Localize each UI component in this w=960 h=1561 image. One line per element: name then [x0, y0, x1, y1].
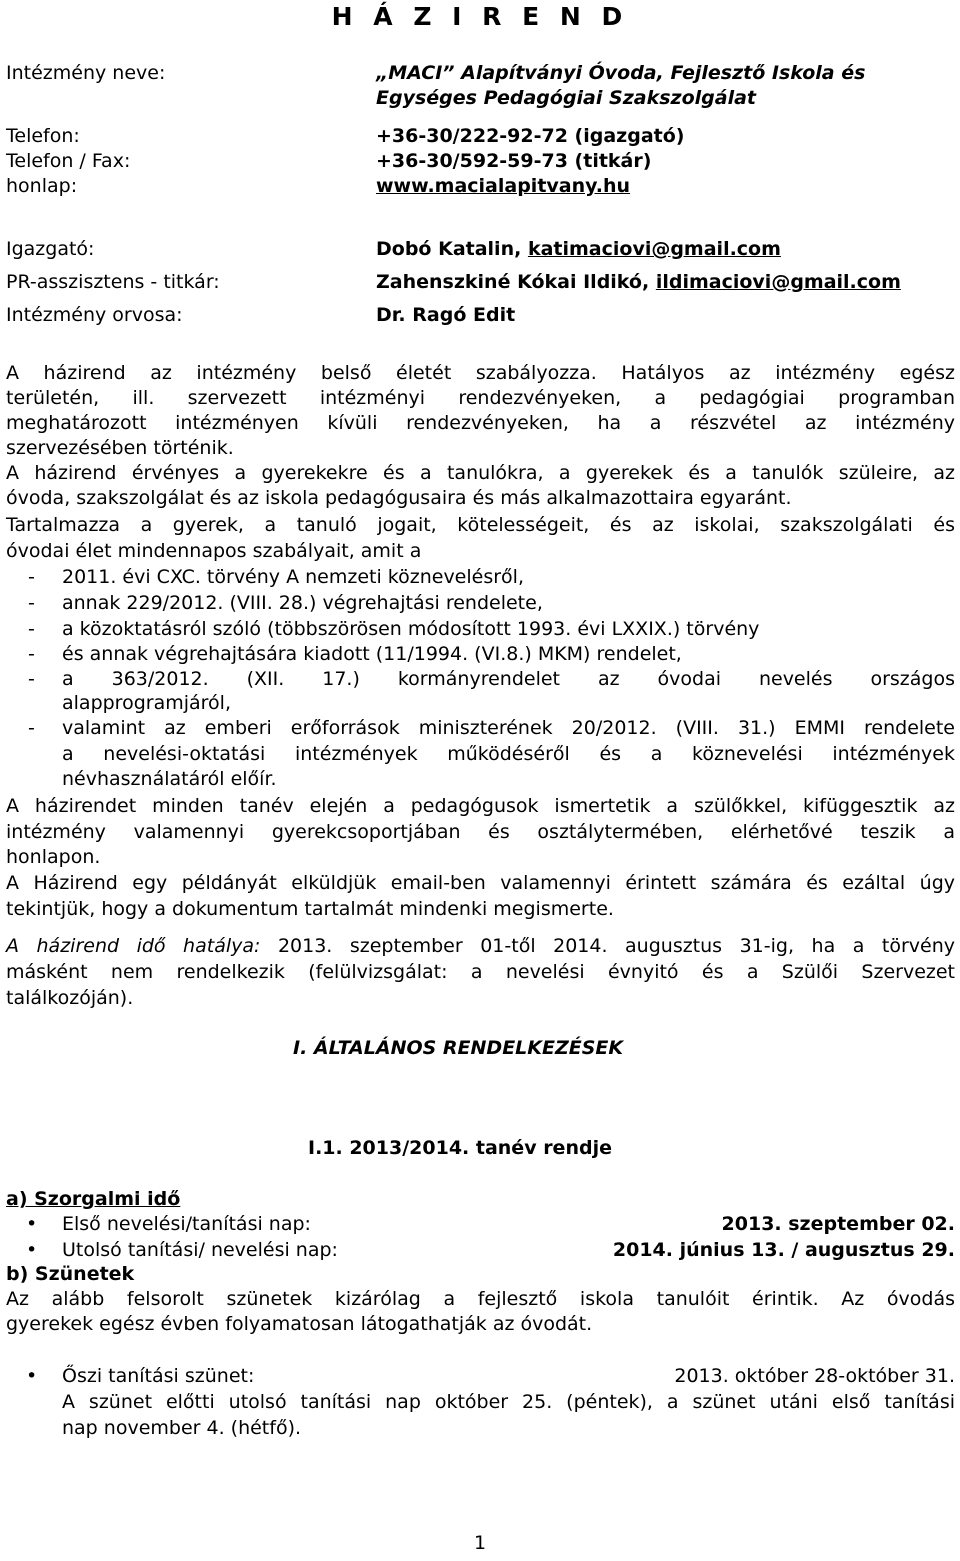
- law-item-5-line1: a 363/2012. (XII. 17.) kormányrendelet az óvodai nevelés országos: [62, 668, 955, 690]
- law-dash: -: [28, 592, 35, 614]
- validity-line3: találkozóján).: [6, 987, 134, 1009]
- intro-p3-line2: óvodai élet mindennapos szabályait, amit a: [6, 540, 422, 562]
- institution-name-line2: Egységes Pedagógiai Szakszolgálat: [376, 87, 756, 109]
- law-dash: -: [28, 618, 35, 640]
- intro-p2-line1: A házirend érvényes a gyerekekre és a tanulókra, a gyerekek és a tanulók szüleire, az: [6, 462, 955, 484]
- law-dash: -: [28, 643, 35, 665]
- intro-p1-line2: területén, ill. szervezett intézményi rendezvényeken, a pedagógiai programban: [6, 387, 955, 409]
- autumn-break-text-line2: nap november 4. (hétfő).: [62, 1417, 302, 1439]
- intro-p1-line3: meghatározott intézményen kívüli rendezvényeken, ha a részvétel az intézmény: [6, 412, 955, 434]
- web-label: honlap:: [6, 175, 78, 197]
- phone-value: +36-30/222-92-72 (igazgató): [376, 125, 685, 147]
- validity-text: 2013. szeptember 01-től 2014. augusztus 31-ig, ha a törvény: [260, 935, 956, 957]
- law-item-2: annak 229/2012. (VIII. 28.) végrehajtási rendelete,: [62, 592, 543, 614]
- institution-name-line1: „MACI” Alapítványi Óvoda, Fejlesztő Iskola és: [376, 62, 866, 84]
- intro-p2-line2: óvoda, szakszolgálat és az iskola pedagógusaira és más alkalmazottaira egyaránt.: [6, 487, 792, 509]
- law-item-4: és annak végrehajtására kiadott (11/1994. (VI.8.) MKM) rendelet,: [62, 643, 682, 665]
- website-link[interactable]: www.macialapitvany.hu: [376, 175, 631, 197]
- validity-line2: másként nem rendelkezik (felülvizsgálat: a nevelési évnyitó és a Szülői Szervezet: [6, 961, 955, 983]
- para4-line3: honlapon.: [6, 846, 101, 868]
- last-day-value: 2014. június 13. / augusztus 29.: [612, 1239, 955, 1261]
- last-day-label: Utolsó tanítási/ nevelési nap:: [62, 1239, 338, 1261]
- bullet-icon: •: [26, 1239, 38, 1261]
- institution-label: Intézmény neve:: [6, 62, 166, 84]
- law-item-6-line2: a nevelési-oktatási intézmények működéséről és a köznevelési intézmények: [62, 743, 955, 765]
- director-label: Igazgató:: [6, 238, 95, 260]
- validity-label: A házirend idő hatálya:: [6, 935, 261, 957]
- page-title: H Á Z I R E N D: [331, 2, 629, 31]
- b-text-line2: gyerekek egész évben folyamatosan látogathatják az óvodát.: [6, 1313, 593, 1335]
- law-item-6-line3: névhasználatáról előír.: [62, 768, 277, 790]
- bullet-icon: •: [26, 1213, 38, 1235]
- director-email-link[interactable]: katimaciovi@gmail.com: [527, 238, 781, 260]
- fax-label: Telefon / Fax:: [6, 150, 131, 172]
- para4-line1: A házirendet minden tanév elején a pedagógusok ismertetik a szülőkkel, kifüggesztik az: [6, 795, 955, 817]
- section-heading: I. ÁLTALÁNOS RENDELKEZÉSEK: [293, 1037, 624, 1059]
- law-item-3: a közoktatásról szóló (többszörösen módosított 1993. évi LXXIX.) törvény: [62, 618, 760, 640]
- law-dash: -: [28, 668, 35, 690]
- b-heading: b) Szünetek: [6, 1263, 135, 1285]
- para4-line2: intézmény valamennyi gyerekcsoportjában és osztálytermében, elérhetővé teszik a: [6, 821, 955, 843]
- subsection-heading: I.1. 2013/2014. tanév rendje: [308, 1137, 612, 1159]
- intro-p3-line1: Tartalmazza a gyerek, a tanuló jogait, kötelességeit, és az iskolai, szakszolgálati és: [6, 514, 955, 536]
- doctor-name: Dr. Ragó Edit: [376, 304, 516, 326]
- pr-email-link[interactable]: ildimaciovi@gmail.com: [655, 271, 901, 293]
- doctor-label: Intézmény orvosa:: [6, 304, 183, 326]
- first-day-value: 2013. szeptember 02.: [721, 1213, 955, 1235]
- page-number: 1: [473, 1532, 487, 1554]
- pr-label: PR-asszisztens - titkár:: [6, 271, 220, 293]
- law-dash: -: [28, 566, 35, 588]
- intro-p1-line4: szervezésében történik.: [6, 437, 234, 459]
- fax-value: +36-30/592-59-73 (titkár): [376, 150, 652, 172]
- a-heading: a) Szorgalmi idő: [6, 1188, 181, 1210]
- intro-p1-line1: A házirend az intézmény belső életét szabályozza. Hatályos az intézmény egész: [6, 362, 955, 384]
- law-item-5-line2: alapprogramjáról,: [62, 692, 231, 714]
- first-day-label: Első nevelési/tanítási nap:: [62, 1213, 311, 1235]
- law-dash: -: [28, 717, 35, 739]
- director-name: Dobó Katalin,: [376, 238, 528, 260]
- bullet-icon: •: [26, 1365, 38, 1387]
- para5-line2: tekintjük, hogy a dokumentum tartalmát mindenki megismerte.: [6, 898, 614, 920]
- phone-label: Telefon:: [6, 125, 80, 147]
- b-text-line1: Az alább felsorolt szünetek kizárólag a fejlesztő iskola tanulóit érintik. Az óvodás: [6, 1288, 955, 1310]
- pr-info: [376, 271, 901, 293]
- para5-line1: A Házirend egy példányát elküldjük email-ben valamennyi érintett számára és ezáltal úgy: [6, 872, 955, 894]
- law-item-1: 2011. évi CXC. törvény A nemzeti köznevelésről,: [62, 566, 524, 588]
- law-item-6-line1: valamint az emberi erőforrások miniszterének 20/2012. (VIII. 31.) EMMI rendelete: [62, 717, 955, 739]
- validity-line1: [6, 935, 955, 957]
- autumn-break-value: 2013. október 28-október 31.: [674, 1365, 955, 1387]
- pr-name: Zahenszkiné Kókai Ildikó,: [376, 271, 656, 293]
- autumn-break-text-line1: A szünet előtti utolsó tanítási nap október 25. (péntek), a szünet utáni első tanítási: [62, 1391, 955, 1413]
- director-info: [376, 238, 781, 260]
- autumn-break-label: Őszi tanítási szünet:: [62, 1365, 255, 1387]
